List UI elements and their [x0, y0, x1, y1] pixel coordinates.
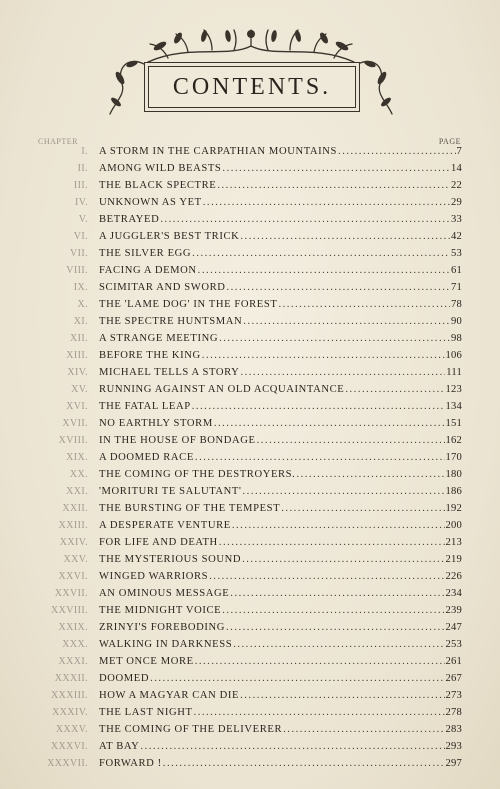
chapter-number: IX. — [73, 282, 88, 293]
toc-entry — [0, 656, 500, 673]
chapter-title: A DESPERATE VENTURE — [99, 520, 231, 531]
chapter-title: WINGED WARRIORS — [99, 571, 209, 582]
dot-leader — [195, 656, 445, 667]
chapter-title: SCIMITAR AND SWORD — [99, 282, 226, 293]
toc-entry — [0, 418, 500, 435]
chapter-number: V. — [78, 214, 88, 225]
chapter-title: FOR LIFE AND DEATH — [99, 537, 218, 548]
chapter-number: XXXIV. — [52, 707, 88, 718]
page-number: 90 — [451, 316, 462, 327]
chapter-title: 'MORITURI TE SALUTANT' — [99, 486, 242, 497]
dot-leader — [283, 724, 444, 735]
chapter-title-line — [99, 724, 462, 735]
dot-leader — [338, 146, 455, 157]
page-number: 61 — [451, 265, 462, 276]
toc-entry — [0, 350, 500, 367]
chapter-title: THE MYSTERIOUS SOUND — [99, 554, 242, 565]
toc-entry — [0, 588, 500, 605]
chapter-title: HOW A MAGYAR CAN DIE — [99, 690, 240, 701]
chapter-number: XV. — [71, 384, 88, 395]
page-number: 33 — [451, 214, 462, 225]
toc-entry — [0, 333, 500, 350]
chapter-number: III. — [73, 180, 88, 191]
chapter-number: X. — [77, 299, 88, 310]
dot-leader — [226, 622, 444, 633]
dot-leader — [219, 333, 450, 344]
chapter-title-line — [99, 741, 462, 752]
page-number: 78 — [451, 299, 462, 310]
dot-leader — [227, 282, 451, 293]
chapter-number: XXVII. — [54, 588, 88, 599]
toc-entry — [0, 146, 500, 163]
toc-entry — [0, 605, 500, 622]
dot-leader — [163, 758, 445, 769]
page-number: 106 — [445, 350, 462, 361]
chapter-title: THE SILVER EGG — [99, 248, 192, 259]
chapter-title: MET ONCE MORE — [99, 656, 194, 667]
chapter-number: XII. — [70, 333, 88, 344]
chapter-title-line — [99, 571, 462, 582]
page-number: 98 — [451, 333, 462, 344]
chapter-title: THE LAST NIGHT — [99, 707, 193, 718]
chapter-title-line — [99, 486, 462, 497]
toc-entry — [0, 758, 500, 775]
chapter-title: A STRANGE MEETING — [99, 333, 219, 344]
chapter-number: XX. — [69, 469, 88, 480]
chapter-number: XXVIII. — [51, 605, 88, 616]
page-number: 213 — [445, 537, 462, 548]
dot-leader — [217, 180, 450, 191]
chapter-column-header: CHAPTER — [38, 137, 78, 146]
chapter-number: XXXI. — [58, 656, 88, 667]
page-number: 278 — [445, 707, 462, 718]
dot-leader — [257, 435, 445, 446]
chapter-title-line — [99, 537, 462, 548]
chapter-title: THE BURSTING OF THE TEMPEST — [99, 503, 281, 514]
chapter-number: XXIII. — [58, 520, 88, 531]
dot-leader — [140, 741, 444, 752]
chapter-number: XVIII. — [58, 435, 88, 446]
chapter-title-line — [99, 197, 462, 208]
dot-leader — [203, 197, 450, 208]
toc-entry — [0, 367, 500, 384]
toc-entry — [0, 639, 500, 656]
page-number: 162 — [445, 435, 462, 446]
chapter-title: A DOOMED RACE — [99, 452, 194, 463]
toc-entry — [0, 469, 500, 486]
chapter-number: XXX. — [62, 639, 88, 650]
chapter-title-line — [99, 265, 462, 276]
dot-leader — [219, 537, 445, 548]
chapter-number: XXVI. — [58, 571, 88, 582]
toc-entry — [0, 384, 500, 401]
chapter-number: XI. — [73, 316, 88, 327]
chapter-title-line — [99, 180, 462, 191]
chapter-title-line — [99, 401, 462, 412]
chapter-number: XXV. — [63, 554, 88, 565]
chapter-title-line — [99, 282, 462, 293]
chapter-title-line — [99, 656, 462, 667]
chapter-title: AMONG WILD BEASTS — [99, 163, 222, 174]
chapter-number: XXXIII. — [51, 690, 88, 701]
chapter-title: THE COMING OF THE DESTROYERS. — [99, 469, 296, 480]
page-number: 283 — [445, 724, 462, 735]
chapter-title-line — [99, 639, 462, 650]
dot-leader — [230, 588, 444, 599]
chapter-title-line — [99, 758, 462, 769]
chapter-title-line — [99, 146, 462, 157]
chapter-title: THE FATAL LEAP — [99, 401, 191, 412]
page-number: 186 — [445, 486, 462, 497]
chapter-title-line — [99, 554, 462, 565]
chapter-title-line — [99, 350, 462, 361]
page-number: 247 — [445, 622, 462, 633]
dot-leader — [233, 639, 444, 650]
chapter-number: XVII. — [62, 418, 88, 429]
page-number: 29 — [451, 197, 462, 208]
dot-leader — [240, 367, 445, 378]
dot-leader — [214, 418, 445, 429]
dot-leader — [243, 316, 450, 327]
dot-leader — [242, 554, 444, 565]
chapter-number: XXXVII. — [47, 758, 88, 769]
page-number: 226 — [445, 571, 462, 582]
page-number: 234 — [445, 588, 462, 599]
dot-leader — [345, 384, 444, 395]
chapter-title-line — [99, 418, 462, 429]
page-number: 53 — [451, 248, 462, 259]
contents-title-frame — [144, 62, 360, 112]
chapter-title-line — [99, 588, 462, 599]
toc-entry — [0, 316, 500, 333]
dot-leader — [150, 673, 444, 684]
chapter-title: NO EARTHLY STORM — [99, 418, 213, 429]
toc-entry — [0, 163, 500, 180]
chapter-number: XXXII. — [54, 673, 88, 684]
chapter-title-line — [99, 469, 462, 480]
page-number: 180 — [445, 469, 462, 480]
page-number: 134 — [445, 401, 462, 412]
chapter-title-line — [99, 163, 462, 174]
dot-leader — [278, 299, 450, 310]
toc-entry — [0, 248, 500, 265]
chapter-number: XXI. — [66, 486, 88, 497]
dot-leader — [296, 469, 444, 480]
chapter-title: MICHAEL TELLS A STORY — [99, 367, 240, 378]
chapter-title: BETRAYED — [99, 214, 160, 225]
dot-leader — [243, 486, 445, 497]
chapter-title: AN OMINOUS MESSAGE — [99, 588, 230, 599]
chapter-number: XIX. — [66, 452, 88, 463]
toc-entry — [0, 486, 500, 503]
chapter-title-line — [99, 333, 462, 344]
page-number: 239 — [445, 605, 462, 616]
chapter-title: WALKING IN DARKNESS — [99, 639, 233, 650]
chapter-title-line — [99, 690, 462, 701]
page-title: CONTENTS. — [172, 73, 332, 100]
chapter-number: XXXV. — [55, 724, 88, 735]
dot-leader — [232, 520, 445, 531]
page-number: 261 — [445, 656, 462, 667]
chapter-title: UNKNOWN AS YET — [99, 197, 202, 208]
chapter-title-line — [99, 367, 462, 378]
chapter-number: VII. — [70, 248, 88, 259]
page-number: 14 — [451, 163, 462, 174]
chapter-title: DOOMED — [99, 673, 150, 684]
dot-leader — [198, 265, 450, 276]
toc-entry — [0, 282, 500, 299]
chapter-number: XIV. — [67, 367, 88, 378]
toc-entry — [0, 452, 500, 469]
toc-entry — [0, 520, 500, 537]
toc-entry — [0, 707, 500, 724]
chapter-title: THE MIDNIGHT VOICE — [99, 605, 222, 616]
page-number: 123 — [445, 384, 462, 395]
chapter-title-line — [99, 214, 462, 225]
chapter-number: I. — [81, 146, 88, 157]
dot-leader — [240, 690, 444, 701]
chapter-title-line — [99, 384, 462, 395]
toc-entry — [0, 401, 500, 418]
toc-entry — [0, 622, 500, 639]
page-number: 253 — [445, 639, 462, 650]
dot-leader — [222, 163, 450, 174]
page-number: 71 — [451, 282, 462, 293]
toc-entry — [0, 197, 500, 214]
chapter-number: IV. — [75, 197, 88, 208]
toc-entry — [0, 503, 500, 520]
page-number: 273 — [445, 690, 462, 701]
page-number: 267 — [445, 673, 462, 684]
chapter-title: BEFORE THE KING — [99, 350, 201, 361]
chapter-title: THE 'LAME DOG' IN THE FOREST — [99, 299, 278, 310]
page-number: 22 — [451, 180, 462, 191]
page-number: 200 — [445, 520, 462, 531]
page-column-header: PAGE — [438, 137, 461, 146]
dot-leader — [240, 231, 450, 242]
chapter-number: XXIX. — [58, 622, 88, 633]
chapter-number: XXIV. — [59, 537, 88, 548]
toc-entry — [0, 554, 500, 571]
page-number: 219 — [445, 554, 462, 565]
chapter-title: A JUGGLER'S BEST TRICK — [99, 231, 240, 242]
toc-entry — [0, 537, 500, 554]
page-number: 170 — [445, 452, 462, 463]
page-number: 7 — [456, 146, 462, 157]
chapter-title-line — [99, 503, 462, 514]
chapter-title-line — [99, 605, 462, 616]
toc-entry — [0, 180, 500, 197]
page-number: 293 — [445, 741, 462, 752]
chapter-number: VIII. — [66, 265, 88, 276]
chapter-title-line — [99, 299, 462, 310]
page-number: 111 — [446, 367, 462, 378]
toc-entry — [0, 214, 500, 231]
dot-leader — [194, 707, 445, 718]
dot-leader — [281, 503, 444, 514]
dot-leader — [202, 350, 445, 361]
toc-entry — [0, 571, 500, 588]
chapter-title: FACING A DEMON — [99, 265, 197, 276]
chapter-number: XXII. — [62, 503, 88, 514]
page-number: 192 — [445, 503, 462, 514]
chapter-title: AT BAY — [99, 741, 140, 752]
page-number: 297 — [445, 758, 462, 769]
chapter-title: RUNNING AGAINST AN OLD ACQUAINTANCE — [99, 384, 345, 395]
dot-leader — [209, 571, 444, 582]
dot-leader — [192, 248, 450, 259]
dot-leader — [222, 605, 444, 616]
toc-entry — [0, 724, 500, 741]
chapter-number: XVI. — [66, 401, 88, 412]
dot-leader — [160, 214, 450, 225]
chapter-title-line — [99, 707, 462, 718]
chapter-number: XXXVI. — [50, 741, 88, 752]
chapter-title-line — [99, 316, 462, 327]
chapter-number: VI. — [73, 231, 88, 242]
chapter-title-line — [99, 673, 462, 684]
toc-entry — [0, 741, 500, 758]
chapter-title: THE BLACK SPECTRE — [99, 180, 217, 191]
chapter-title-line — [99, 435, 462, 446]
page-number: 42 — [451, 231, 462, 242]
chapter-title-line — [99, 231, 462, 242]
chapter-number: II. — [77, 163, 88, 174]
chapter-title: THE COMING OF THE DELIVERER — [99, 724, 283, 735]
toc-entry — [0, 299, 500, 316]
dot-leader — [192, 401, 445, 412]
chapter-title: IN THE HOUSE OF BONDAGE — [99, 435, 256, 446]
chapter-title: A STORM IN THE CARPATHIAN MOUNTAINS — [99, 146, 338, 157]
toc-entry — [0, 265, 500, 282]
chapter-number: XIII. — [66, 350, 88, 361]
chapter-title-line — [99, 520, 462, 531]
chapter-title-line — [99, 248, 462, 259]
chapter-title: THE SPECTRE HUNTSMAN — [99, 316, 243, 327]
toc-entry — [0, 435, 500, 452]
page-number: 151 — [445, 418, 462, 429]
chapter-title: FORWARD ! — [99, 758, 162, 769]
dot-leader — [195, 452, 445, 463]
toc-entry — [0, 231, 500, 248]
chapter-title: ZRINYI'S FOREBODING — [99, 622, 226, 633]
toc-entry — [0, 673, 500, 690]
chapter-title-line — [99, 452, 462, 463]
chapter-title-line — [99, 622, 462, 633]
toc-entry — [0, 690, 500, 707]
